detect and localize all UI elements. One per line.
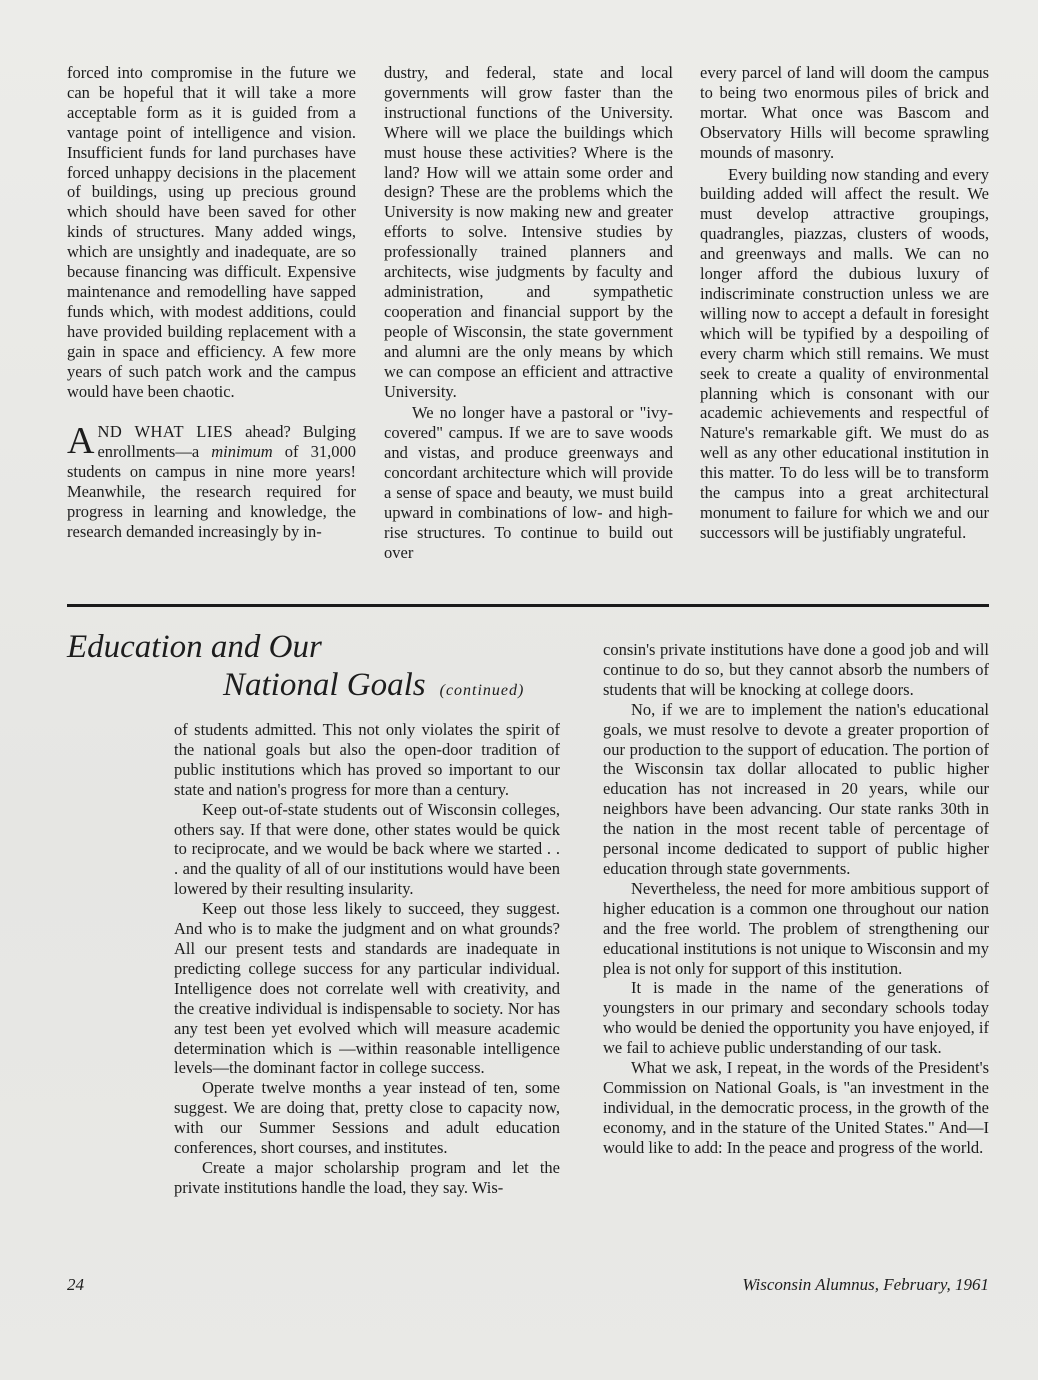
text-span: of 31,000 students on campus in nine more years! Meanwhile, the research required for progress in learning and knowledge, the research demanded increasingly by in- bbox=[67, 442, 356, 541]
drop-cap: A bbox=[67, 420, 95, 463]
top-text-column-2 bbox=[384, 63, 673, 563]
paragraph-section-opener bbox=[67, 422, 356, 541]
paragraph: of students admitted. This not only violates the spirit of the national goals but also the open-door tradition of public institutions which has proved so important to our state and nation's progress for more than a century. bbox=[174, 720, 560, 799]
paragraph: Every building now standing and every building added will affect the result. We must develop attractive groupings, quadrangles, piazzas, clusters of woods, and greenways and malls. We can no longer afford the dubious luxury of indiscriminate construction unless we are willing now to accept a default in foresight which will be typified by a despoiling of every charm which still remains. We must seek to create a quality of environmental planning which is consonant with our academic achievements and respectful of Nature's remarkable gift. We must do as well as any other educational institution in this matter. To do less will be to transform the campus into a great architectural monument to failure for which we and our successors will be justifiably ungrateful. bbox=[700, 164, 989, 542]
continued-label: (continued) bbox=[439, 682, 525, 699]
paragraph: forced into compromise in the future we can be hopeful that it will take a more acceptable form as it is guided from a vantage point of intelligence and vision. Insufficient funds for land purchases have forced unhappy decisions in the placement of buildings, using up precious ground which should have been saved for other kinds of structures. Many added wings, which are unsightly and inadequate, are so because financing was difficult. Expensive maintenance and remodelling have sapped funds which, with modest additions, could have provided building replacement with a gain in space and efficiency. A few more years of such patch work and the campus would have been chaotic. bbox=[67, 63, 356, 401]
article-headline-line-2 bbox=[223, 666, 524, 710]
article-headline-line-1: Education and Our bbox=[67, 629, 322, 665]
bottom-text-column-2 bbox=[603, 640, 989, 1158]
paragraph: Keep out those less likely to succeed, they suggest. And who is to make the judgment and on what grounds? All our present tests and standards are inadequate in predicting college success for any particular individual. Intelligence does not correlate well with creativity, and the creative individual is indispensable to society. Nor has any test been yet evolved which will measure academic determination which is —within reasonable intelligence levels—the dominant factor in college success. bbox=[174, 899, 560, 1078]
paragraph: What we ask, I repeat, in the words of the President's Commission on National Goals, is "an investment in the individual, in the democratic process, in the growth of the economy, and in the stature of the United States." And—I would like to add: In the peace and progress of the world. bbox=[603, 1058, 989, 1157]
headline-text: National Goals bbox=[223, 667, 426, 703]
publication-footer: Wisconsin Alumnus, February, 1961 bbox=[742, 1275, 989, 1294]
paragraph: It is made in the name of the generations of youngsters in our primary and secondary schools today who would be denied the opportunity you have enjoyed, if we fail to achieve public understanding of our task. bbox=[603, 978, 989, 1058]
paragraph: Operate twelve months a year instead of ten, some suggest. We are doing that, pretty close to capacity now, with our Summer Sessions and adult education conferences, short courses, and institutes. bbox=[174, 1078, 560, 1158]
top-text-column-3 bbox=[700, 63, 989, 543]
text-span: ahead? Bulging enrollments—a bbox=[97, 422, 356, 462]
paragraph: every parcel of land will doom the campus to being two enormous piles of brick and mortar. What once was Bascom and Observatory Hills will become sprawling mounds of masonry. bbox=[700, 63, 989, 162]
italic-word: minimum bbox=[211, 442, 273, 462]
paragraph: Create a major scholarship program and let the private institutions handle the load, they say. Wis- bbox=[174, 1157, 560, 1197]
paragraph: We no longer have a pastoral or "ivy-covered" campus. If we are to save woods and vistas, and produce greenways and concordant architecture which will provide a sense of space and beauty, we must build upward in combinations of low- and high-rise structures. To continue to build out over bbox=[384, 403, 673, 562]
paragraph: Keep out-of-state students out of Wisconsin colleges, others say. If that were done, other states would be quick to reciprocate, and we would be back where we started . . . and the quality of all of our institutions would have been lowered by their resulting insularity. bbox=[174, 799, 560, 899]
top-text-column-1 bbox=[67, 63, 356, 542]
paragraph: dustry, and federal, state and local governments will grow faster than the instructional functions of the University. Where will we place the buildings which must house these activities? Where is the land? How will we attain some order and design? These are the problems which the University is now making new and greater efforts to solve. Intensive studies by professionally trained planners and architects, wise judgments by faculty and administration, and sympathetic cooperation and financial support by the people of Wisconsin, the state government and alumni are the only means by which we can compose an efficient and attractive University. bbox=[384, 63, 673, 401]
paragraph: consin's private institutions have done a good job and will continue to do so, but they cannot absorb the numbers of students that will be knocking at college doors. bbox=[603, 640, 989, 699]
paragraph: Nevertheless, the need for more ambitious support of higher education is a common one throughout our nation and the free world. The problem of strengthening our educational institutions is not unique to Wisconsin and my plea is not only for support of this institution. bbox=[603, 878, 989, 978]
section-divider bbox=[67, 604, 989, 607]
bottom-text-column-1 bbox=[174, 720, 560, 1198]
small-caps-lead: ND WHAT LIES bbox=[97, 422, 234, 442]
paragraph: No, if we are to implement the nation's educational goals, we must resolve to devote a greater proportion of our production to the support of education. The portion of the Wisconsin tax dollar allocated to public higher education has not increased in 20 years, while our neighbors have been advancing. Our state ranks 30th in the nation in the most recent table of percentage of personal income dedicated to support of public higher education through state governments. bbox=[603, 699, 989, 878]
page-number: 24 bbox=[67, 1275, 84, 1294]
